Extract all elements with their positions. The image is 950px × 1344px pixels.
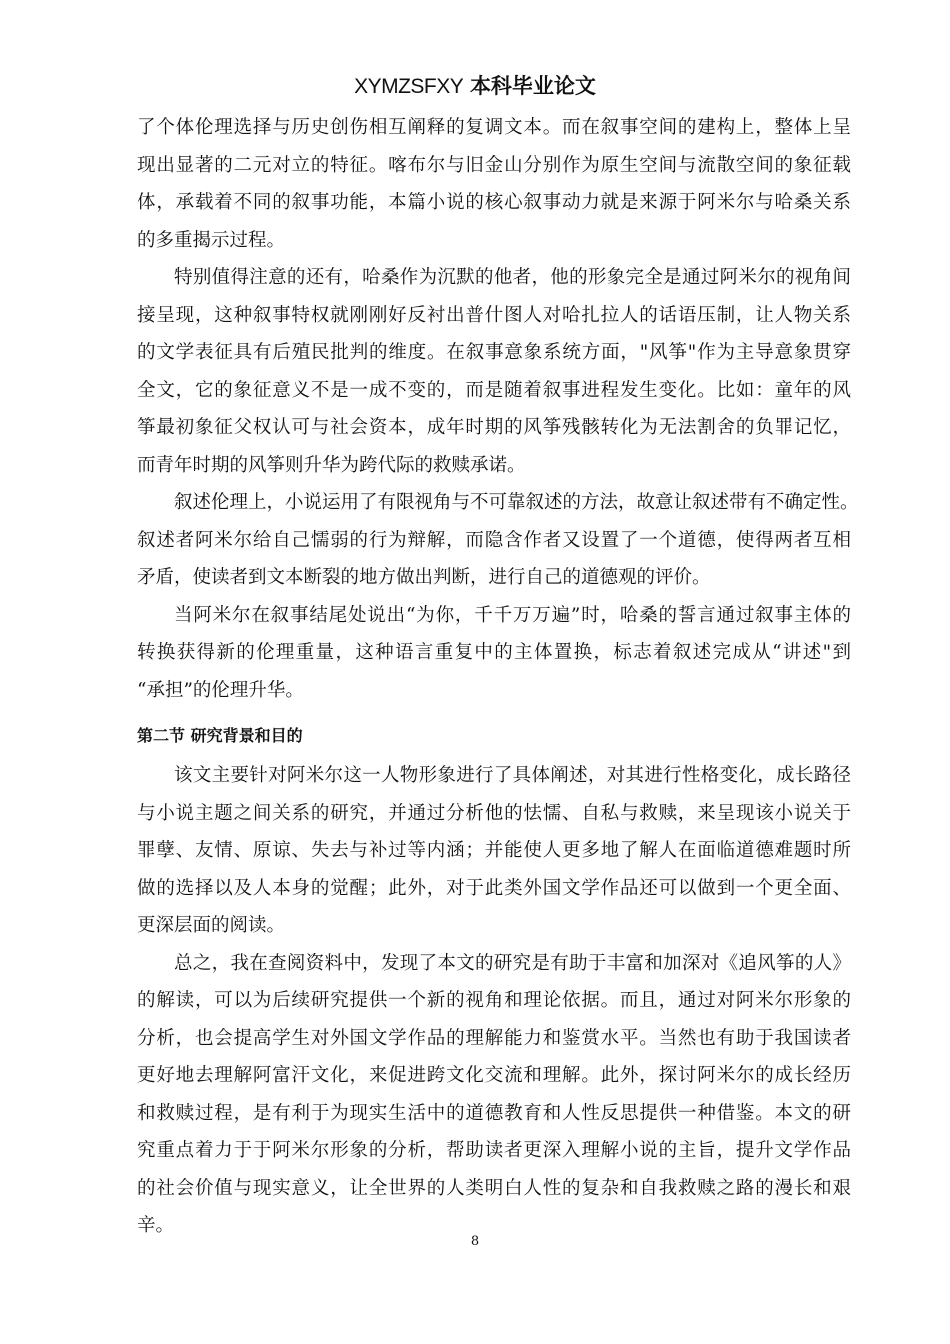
paragraph [137,109,851,259]
text-line: 叙述者阿米尔给自己懦弱的行为辩解，而隐含作者又设置了一个道德，使得两者互相 [137,529,851,551]
text-line: 转换获得新的伦理重量，这种语言重复中的主体置换，标志着叙述完成从“讲述"到 [137,642,851,663]
text-line: 叙述伦理上，小说运用了有限视角与不可靠叙述的方法，故意让叙述带有不确定性。 [174,492,859,513]
text-line: 究重点着力于于阿米尔形象的分析，帮助读者更深入理解小说的主旨，提升文学作品 [137,1140,851,1161]
text-line: 接呈现，这种叙事特权就刚刚好反衬出普什图人对哈扎拉人的话语压制，让人物关系 [137,304,851,326]
paragraphs-after-heading [137,757,851,1245]
text-line: 做的选择以及人本身的觉醒；此外，对于此类外国文学作品还可以做到一个更全面、 [137,877,851,899]
header-title: 本科毕业论文 [469,74,596,98]
text-line: 的文学表征具有后殖民批判的维度。在叙事意象系统方面，"风筝"作为主导意象贯穿 [137,342,851,363]
text-line: 而青年时期的风筝则升华为跨代际的救赎承诺。 [137,454,526,476]
paragraph [137,757,851,945]
text-line: 体，承载着不同的叙事功能，本篇小说的核心叙事动力就是来源于阿米尔与哈桑关系 [137,192,851,213]
text-line: 该文主要针对阿米尔这一人物形象进行了具体阐述，对其进行性格变化，成长路径 [174,765,851,786]
text-line: 更深层面的阅读。 [137,915,286,936]
section-heading: 第二节 研究背景和目的 [137,726,303,745]
text-line: 总之，我在查阅资料中，发现了本文的研究是有助于丰富和加深对《追风筝的人》 [174,952,851,974]
text-line: 的解读，可以为后续研究提供一个新的视角和理论依据。而且，通过对阿米尔形象的 [137,990,851,1011]
page-header [0,70,950,100]
text-line: “承担”的伦理升华。 [137,679,304,701]
text-line: 现出显著的二元对立的特征。喀布尔与旧金山分别作为原生空间与流散空间的象征载 [137,154,851,176]
text-line: 当阿米尔在叙事结尾处说出“为你，千千万万遍”时，哈桑的誓言通过叙事主体的 [174,604,851,626]
text-line: 与小说主题之间关系的研究，并通过分析他的怯懦、自私与救赎，来呈现该小说关于 [137,802,851,824]
text-line: 了个体伦理选择与历史创伤相互阐释的复调文本。而在叙事空间的建构上，整体上呈 [137,117,851,138]
paragraph [137,945,851,1245]
text-line: 特别值得注意的还有，哈桑作为沉默的他者，他的形象完全是通过阿米尔的视角间 [174,267,851,288]
text-line: 和救赎过程，是有利于为现实生活中的道德教育和人性反思提供一种借鉴。本文的研 [137,1102,851,1124]
paragraph [137,597,851,710]
text-line: 筝最初象征父权认可与社会资本，成年时期的风筝残骸转化为无法割舍的负罪记忆， [137,417,851,438]
text-line: 更好地去理解阿富汗文化，来促进跨文化交流和理解。此外，探讨阿米尔的成长经历 [137,1065,851,1086]
text-line: 罪孽、友情、原谅、失去与补过等内涵；并能使人更多地了解人在面临道德难题时所 [137,840,851,861]
text-line: 全文，它的象征意义不是一成不变的，而是随着叙事进程发生变化。比如：童年的风 [137,379,851,401]
header-school-code: XYMZSFXY [354,75,464,98]
text-line: 分析，也会提高学生对外国文学作品的理解能力和鉴赏水平。当然也有助于我国读者 [137,1027,851,1049]
page-number: 8 [470,1234,480,1249]
document-body [137,109,859,1245]
text-line: 矛盾，使读者到文本断裂的地方做出判断，进行自己的道德观的评价。 [137,567,711,588]
paragraphs-before-heading [137,109,859,709]
paragraph [137,259,851,484]
text-line: 的多重揭示过程。 [137,229,286,251]
text-line: 的社会价值与现实意义，让全世界的人类明白人性的复杂和自我救赎之路的漫长和艰 [137,1177,851,1199]
paragraph [137,484,859,597]
text-line: 辛。 [137,1215,175,1236]
